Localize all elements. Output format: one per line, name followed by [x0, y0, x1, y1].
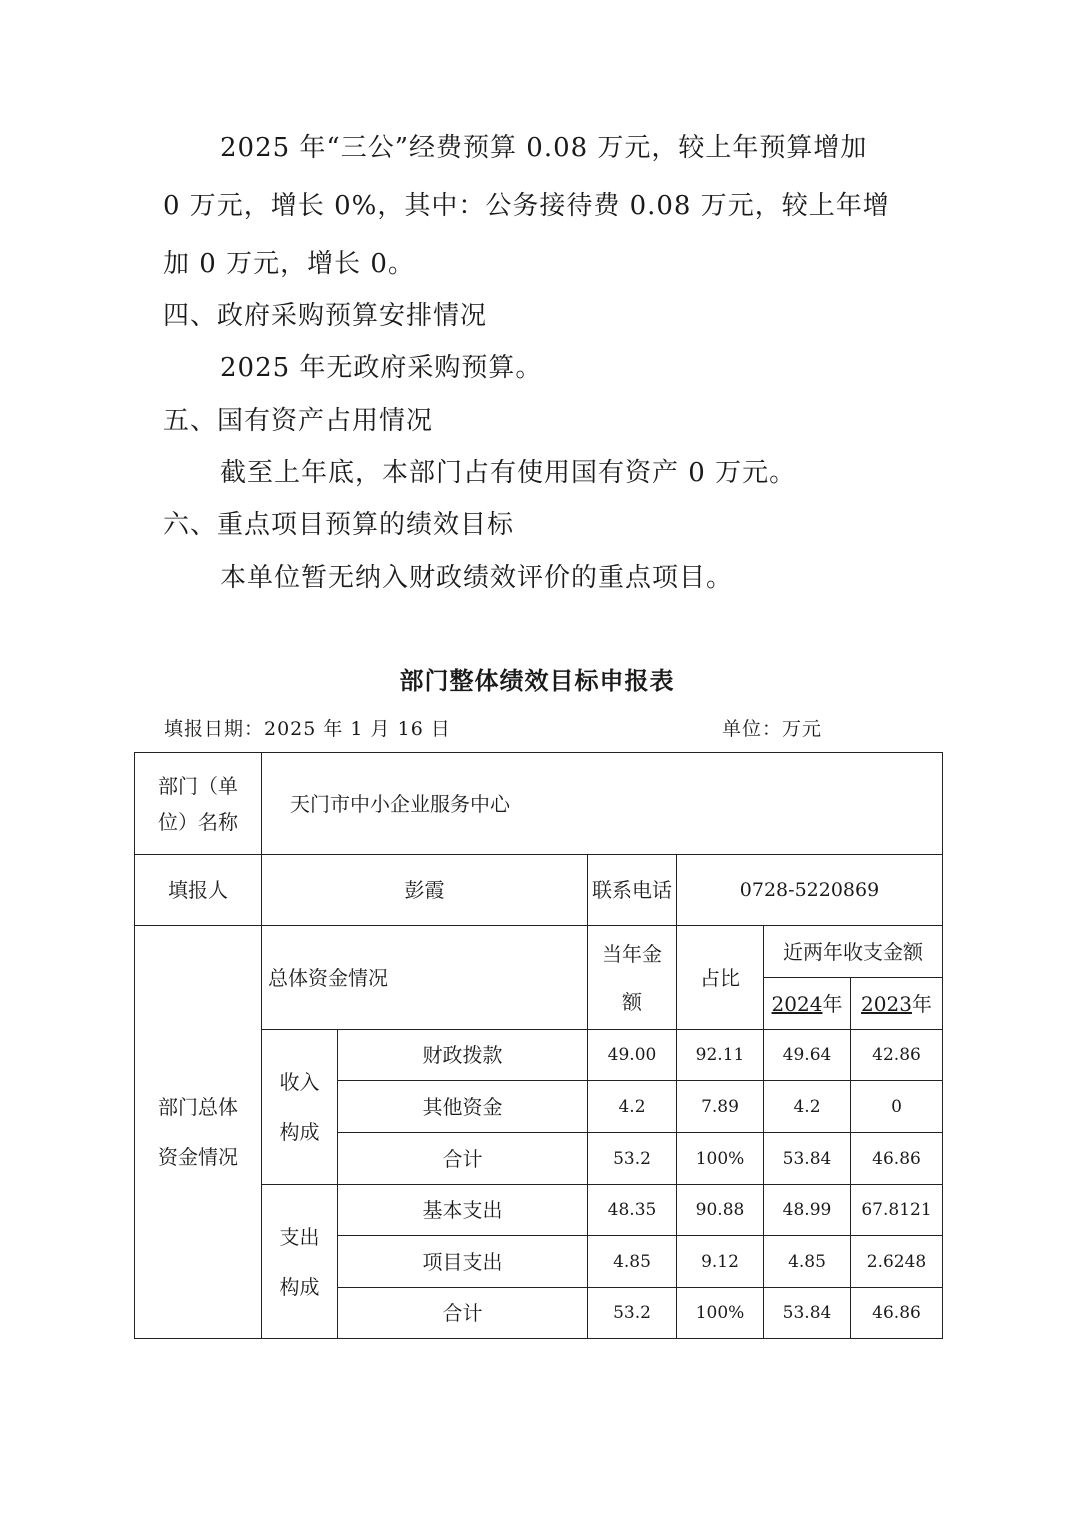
income-2023: 42.86	[851, 1030, 943, 1081]
expense-ratio: 9.12	[677, 1236, 764, 1288]
expense-2023: 2.6248	[851, 1236, 943, 1288]
expense-label-line2: 构成	[279, 1274, 320, 1299]
year-2023-number: 2023	[861, 991, 912, 1016]
heading-procurement: 四、政府采购预算安排情况	[163, 301, 488, 331]
col-current-line2: 额	[622, 989, 642, 1014]
filler-name: 彭霞	[262, 855, 588, 926]
expense-current: 53.2	[588, 1288, 677, 1339]
performance-table	[134, 752, 943, 1339]
year-2023-suffix: 年	[911, 991, 932, 1016]
expense-item-name: 基本支出	[338, 1185, 588, 1236]
income-label-line2: 构成	[279, 1120, 320, 1144]
paragraph-three-public-l1: 2025 年“三公”经费预算 0.08 万元，较上年预算增加	[220, 133, 868, 163]
income-current: 49.00	[588, 1030, 677, 1081]
expense-2024: 48.99	[764, 1185, 851, 1236]
expense-2023: 46.86	[851, 1288, 943, 1339]
dept-name: 天门市中小企业服务中心	[262, 753, 943, 855]
income-ratio: 100%	[677, 1133, 764, 1185]
phone-value: 0728-5220869	[677, 855, 943, 926]
col-current	[588, 926, 677, 1030]
expense-ratio: 90.88	[677, 1185, 764, 1236]
expense-item-name: 项目支出	[338, 1236, 588, 1288]
section-label-line1: 部门总体	[158, 1095, 238, 1119]
income-current: 53.2	[588, 1133, 677, 1185]
dept-label-line1: 部门（单	[158, 773, 238, 798]
income-2023: 46.86	[851, 1133, 943, 1185]
paragraph-three-public-l3: 加 0 万元，增长 0。	[163, 249, 415, 279]
income-2024: 49.64	[764, 1030, 851, 1081]
expense-current: 4.85	[588, 1236, 677, 1288]
form-title: 部门整体绩效目标申报表	[399, 667, 675, 695]
heading-key-projects: 六、重点项目预算的绩效目标	[163, 510, 515, 540]
paragraph-key-projects: 本单位暂无纳入财政绩效评价的重点项目。	[220, 563, 734, 593]
phone-label: 联系电话	[588, 855, 677, 926]
col-ratio: 占比	[677, 926, 764, 1030]
year-2024-suffix: 年	[822, 991, 843, 1016]
section-label-line2: 资金情况	[158, 1145, 238, 1169]
col-current-line1: 当年金	[602, 941, 662, 966]
expense-2024: 4.85	[764, 1236, 851, 1288]
year-2024-number: 2024	[771, 991, 823, 1016]
heading-assets: 五、国有资产占用情况	[163, 406, 434, 436]
income-ratio: 7.89	[677, 1081, 764, 1133]
col-year-2024	[764, 978, 851, 1030]
income-item-name: 其他资金	[338, 1081, 588, 1133]
row-filler	[135, 855, 943, 926]
income-item-name: 财政拨款	[338, 1030, 588, 1081]
dept-label-cell	[135, 753, 262, 855]
income-2024: 4.2	[764, 1081, 851, 1133]
row-header-top	[135, 926, 943, 978]
expense-label	[262, 1185, 338, 1339]
income-current: 4.2	[588, 1081, 677, 1133]
income-ratio: 92.11	[677, 1030, 764, 1081]
overall-label: 总体资金情况	[262, 926, 588, 1030]
expense-current: 48.35	[588, 1185, 677, 1236]
paragraph-three-public-l2: 0 万元，增长 0%，其中：公务接待费 0.08 万元，较上年增	[163, 191, 890, 221]
expense-2024: 53.84	[764, 1288, 851, 1339]
expense-ratio: 100%	[677, 1288, 764, 1339]
section-label	[135, 926, 262, 1339]
unit-label: 单位：万元	[722, 718, 823, 740]
col-recent: 近两年收支金额	[764, 926, 943, 978]
col-year-2023	[851, 978, 943, 1030]
income-2024: 53.84	[764, 1133, 851, 1185]
income-2023: 0	[851, 1081, 943, 1133]
income-item-name: 合计	[338, 1133, 588, 1185]
paragraph-assets: 截至上年底，本部门占有使用国有资产 0 万元。	[220, 458, 797, 488]
expense-2023: 67.8121	[851, 1185, 943, 1236]
expense-item-name: 合计	[338, 1288, 588, 1339]
income-label	[262, 1030, 338, 1185]
income-label-line1: 收入	[279, 1070, 320, 1094]
paragraph-procurement: 2025 年无政府采购预算。	[220, 353, 543, 383]
expense-label-line1: 支出	[279, 1224, 320, 1249]
row-department	[135, 753, 943, 855]
dept-label-line2: 位）名称	[158, 809, 238, 834]
fill-date: 填报日期：2025 年 1 月 16 日	[164, 718, 451, 740]
filler-label: 填报人	[135, 855, 262, 926]
